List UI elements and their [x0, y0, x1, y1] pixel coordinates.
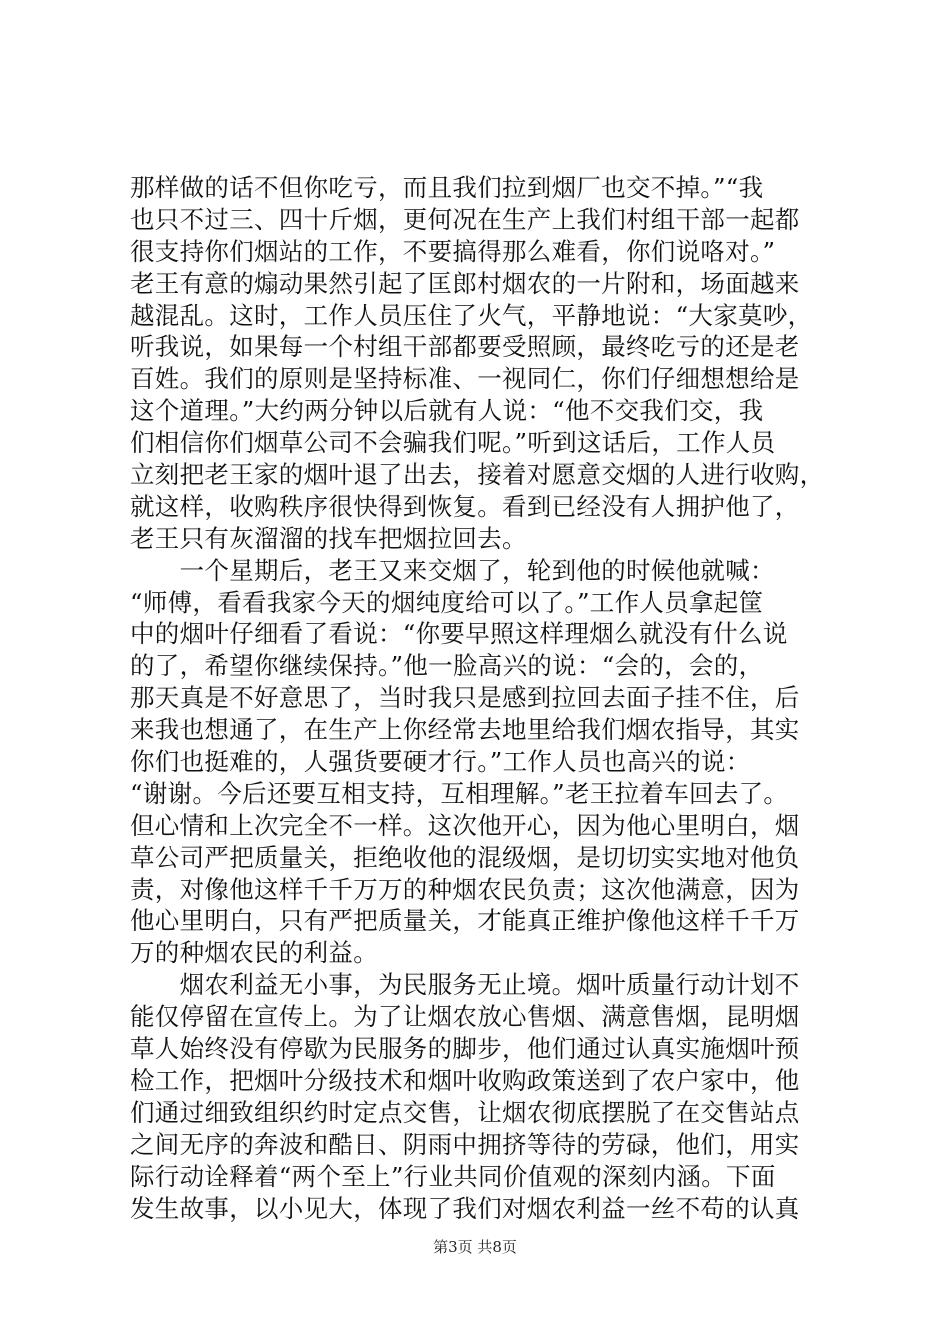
text-line: 之间无序的奔波和酷日、阴雨中拥挤等待的劳碌，他们，用实 [130, 1129, 800, 1159]
text-line: 烟农利益无小事，为民服务无止境。烟叶质量行动计划不 [130, 970, 800, 1000]
text-line: 老王只有灰溜溜的找车把烟拉回去。 [130, 523, 527, 553]
text-line: 你们也挺难的，人强货要硬才行。”工作人员也高兴的说： [130, 747, 751, 777]
text-line: 就这样，收购秩序很快得到恢复。看到已经没有人拥护他了， [130, 491, 800, 521]
text-line: 的了，希望你继续保持。”他一脸高兴的说：“会的，会的， [130, 651, 764, 681]
text-line: 也只不过三、四十斤烟，更何况在生产上我们村组干部一起都 [130, 204, 800, 234]
text-line: 发生故事，以小见大，体现了我们对烟农利益一丝不苟的认真 [130, 1193, 800, 1223]
text-line: 他心里明白，只有严把质量关，才能真正维护像他这样千千万 [130, 906, 800, 936]
text-line: 这个道理。”大约两分钟以后就有人说：“他不交我们交，我 [130, 396, 764, 426]
text-line: 百姓。我们的原则是坚持标准、一视同仁，你们仔细想想给是 [130, 364, 800, 394]
text-line: 听我说，如果每一个村组干部都要受照顾，最终吃亏的还是老 [130, 332, 800, 362]
text-line: 检工作，把烟叶分级技术和烟叶收购政策送到了农户家中，他 [130, 1065, 800, 1095]
text-line: 来我也想通了，在生产上你经常去地里给我们烟农指导，其实 [130, 715, 800, 745]
text-line: “师傅，看看我家今天的烟纯度给可以了。”工作人员拿起筐 [130, 587, 764, 617]
text-line: 中的烟叶仔细看了看说：“你要早照这样理烟么就没有什么说 [130, 619, 788, 649]
text-line: “谢谢。今后还要互相支持，互相理解。”老王拉着车回去了。 [130, 778, 789, 808]
text-line: 草人始终没有停歇为民服务的脚步，他们通过认真实施烟叶预 [130, 1034, 800, 1064]
text-line: 际行动诠释着“两个至上”行业共同价值观的深刻内涵。下面 [130, 1161, 776, 1191]
text-line: 那样做的话不但你吃亏，而且我们拉到烟厂也交不掉。”“我 [130, 173, 764, 202]
text-line: 老王有意的煽动果然引起了匡郎村烟农的一片附和，场面越来 [130, 268, 800, 298]
text-line: 们相信你们烟草公司不会骗我们呢。”听到这话后，工作人员 [130, 428, 776, 458]
page-footer: 第3页 共8页 [433, 1238, 517, 1256]
text-line: 们通过细致组织约时定点交售，让烟农彻底摆脱了在交售站点 [130, 1097, 800, 1127]
text-line: 能仅停留在宣传上。为了让烟农放心售烟、满意售烟，昆明烟 [130, 1002, 800, 1032]
text-line: 很支持你们烟站的工作，不要搞得那么难看，你们说咯对。” [130, 236, 776, 266]
text-line: 责，对像他这样千千万万的种烟农民负责；这次他满意，因为 [130, 874, 800, 904]
body-text [130, 172, 842, 1224]
text-line: 草公司严把质量关，拒绝收他的混级烟，是切切实实地对他负 [130, 842, 800, 872]
text-line: 一个星期后，老王又来交烟了，轮到他的时候他就喊： [130, 555, 775, 585]
text-line: 万的种烟农民的利益。 [130, 938, 378, 968]
text-line: 越混乱。这时，工作人员压住了火气，平静地说：“大家莫吵， [130, 300, 813, 330]
text-line: 但心情和上次完全不一样。这次他开心，因为他心里明白，烟 [130, 810, 800, 840]
text-line: 那天真是不好意思了，当时我只是感到拉回去面子挂不住，后 [130, 683, 800, 713]
text-line: 立刻把老王家的烟叶退了出去，接着对愿意交烟的人进行收购， [130, 460, 825, 490]
